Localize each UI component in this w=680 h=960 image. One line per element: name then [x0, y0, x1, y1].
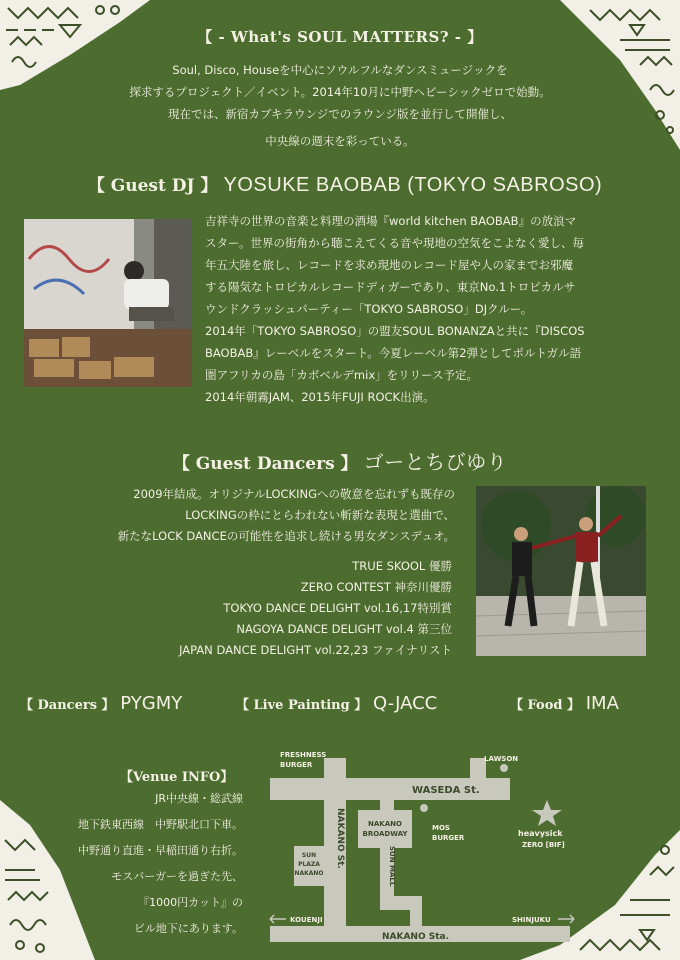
bio-line: 新たなLOCK DANCEの可能性を追求し続ける男女ダンスデュオ。 — [117, 529, 455, 543]
credit-label: 【 Food 】 — [510, 698, 581, 713]
venue-directions — [20, 790, 243, 946]
venue-line: 中野通り直進・早稲田通り右折。 — [78, 844, 243, 857]
bio-line: 2014年「TOKYO SABROSO」の盟友SOUL BONANZAと共に『DISCOS — [205, 324, 585, 338]
credit-value: PYGMY — [120, 693, 183, 714]
bio-line: 年五大陸を旅し、レコードを求め現地のレコード屋や人の家までお邪魔 — [205, 258, 573, 272]
guest-dancers-heading — [0, 446, 680, 475]
map-lawson-label: LAWSON — [484, 755, 519, 763]
map-nakano-st-label: NAKANO St. — [335, 808, 345, 869]
freshness-marker — [324, 765, 332, 773]
venue-line: 地下鉄東西線 中野駅北口下車。 — [78, 818, 243, 831]
venue-map — [262, 748, 592, 948]
bio-line: 圏アフリカの島「カボベルデmix」をリリース予定。 — [205, 368, 479, 382]
arrow-right-icon — [558, 915, 574, 923]
heavysick-star-icon — [532, 800, 562, 826]
credit-live-painting — [236, 693, 437, 714]
mos-marker — [420, 804, 428, 812]
map-freshness-label: FRESHNESS BURGER — [280, 751, 327, 769]
guest-dancers-name: ゴーとちびゆり — [363, 452, 508, 474]
guest-dj-label: 【 Guest DJ 】 — [87, 176, 218, 196]
guest-dj-name: YOSUKE BAOBAB (TOKYO SABROSO) — [223, 174, 603, 196]
map-waseda-label: WASEDA St. — [412, 785, 480, 796]
credit-dancers — [20, 693, 182, 714]
bio-line: 吉祥寺の世界の音楽と料理の酒場『world kitchen BAOBAB』の放浪マ — [205, 214, 577, 228]
lawson-marker — [500, 764, 508, 772]
map-broadway-label: NAKANO BROADWAY — [362, 820, 408, 838]
intro-line: Soul, Disco, Houseを中心にソウルフルなダンスミュージックを — [172, 63, 508, 77]
guest-dancers-label: 【 Guest Dancers 】 — [172, 454, 358, 474]
map-kouenji-label: KOUENJI — [290, 916, 323, 924]
arrow-left-icon — [270, 915, 286, 923]
guest-dancers-achievements — [20, 556, 452, 661]
bio-line: 2009年結成。オリジナルLOCKINGへの敬意を忘れずも既存の — [133, 487, 455, 501]
intro-title: 【 - What's SOUL MATTERS? - 】 — [197, 28, 483, 46]
map-station-label: NAKANO Sta. — [382, 932, 450, 942]
map-heavysick-label: heavysick ZERO [BIF] — [518, 829, 565, 849]
nakano-broadway-block — [358, 810, 412, 848]
bio-line: LOCKINGの枠にとらわれない斬新な表現と選曲で、 — [185, 508, 455, 522]
map-shinjuku-label: SHINJUKU — [512, 916, 551, 924]
venue-line: モスバーガーを過ぎた先、 — [111, 870, 243, 883]
venue-line: JR中央線・総武線 — [155, 792, 243, 805]
credit-value: IMA — [585, 693, 619, 714]
map-sunplaza-label: SUN PLAZA NAKANO — [294, 852, 324, 877]
achievement-item: TOKYO DANCE DELIGHT vol.16,17特別賞 — [223, 601, 452, 615]
guest-dj-photo — [24, 219, 192, 387]
intro-line: 探求するプロジェクト／イベント。2014年10月に中野ヘビーシックゼロで始動。 — [129, 85, 551, 99]
bio-line: BAOBAB』レーベルをスタート。今夏レーベル第2弾としてポルトガル語 — [205, 346, 582, 360]
guest-dancers-photo — [476, 486, 646, 656]
credit-value: Q-JACC — [372, 693, 438, 714]
guest-dancers-bio — [20, 484, 455, 547]
map-mos-label: MOS BURGER — [432, 824, 465, 842]
venue-title: 【Venue INFO】 — [120, 770, 234, 785]
credit-food — [510, 693, 619, 714]
guest-dj-bio — [205, 210, 665, 408]
achievement-item: TRUE SKOOL 優勝 — [352, 559, 452, 573]
intro-line: 中央線の週末を彩っている。 — [265, 134, 415, 148]
intro-line: 現在では、新宿カブキラウンジでのラウンジ版を並行して開催し、 — [168, 107, 512, 121]
bio-line: ウンドクラッシュパーティー「TOKYO SABROSO」DJクルー。 — [205, 302, 533, 316]
venue-line: ビル地下にあります。 — [133, 922, 243, 935]
credit-label: 【 Live Painting 】 — [236, 698, 368, 713]
achievement-item: NAGOYA DANCE DELIGHT vol.4 第三位 — [236, 622, 452, 636]
venue-line: 『1000円カット』の — [138, 896, 243, 909]
achievement-item: JAPAN DANCE DELIGHT vol.22,23 ファイナリスト — [179, 643, 452, 657]
guest-dj-heading — [35, 171, 655, 197]
achievement-item: ZERO CONTEST 神奈川優勝 — [300, 580, 452, 594]
credit-label: 【 Dancers 】 — [20, 698, 115, 713]
map-sun-mall-label: SUN MALL — [388, 846, 396, 887]
bio-line: する陽気なトロピカルレコードディガーであり、東京No.1トロピカルサ — [205, 280, 576, 294]
bio-line: 2014年朝霧JAM、2015年FUJI ROCK出演。 — [205, 390, 435, 404]
bio-line: スター。世界の街角から聴こえてくる音や現地の空気をこよなく愛し、毎 — [205, 236, 585, 250]
